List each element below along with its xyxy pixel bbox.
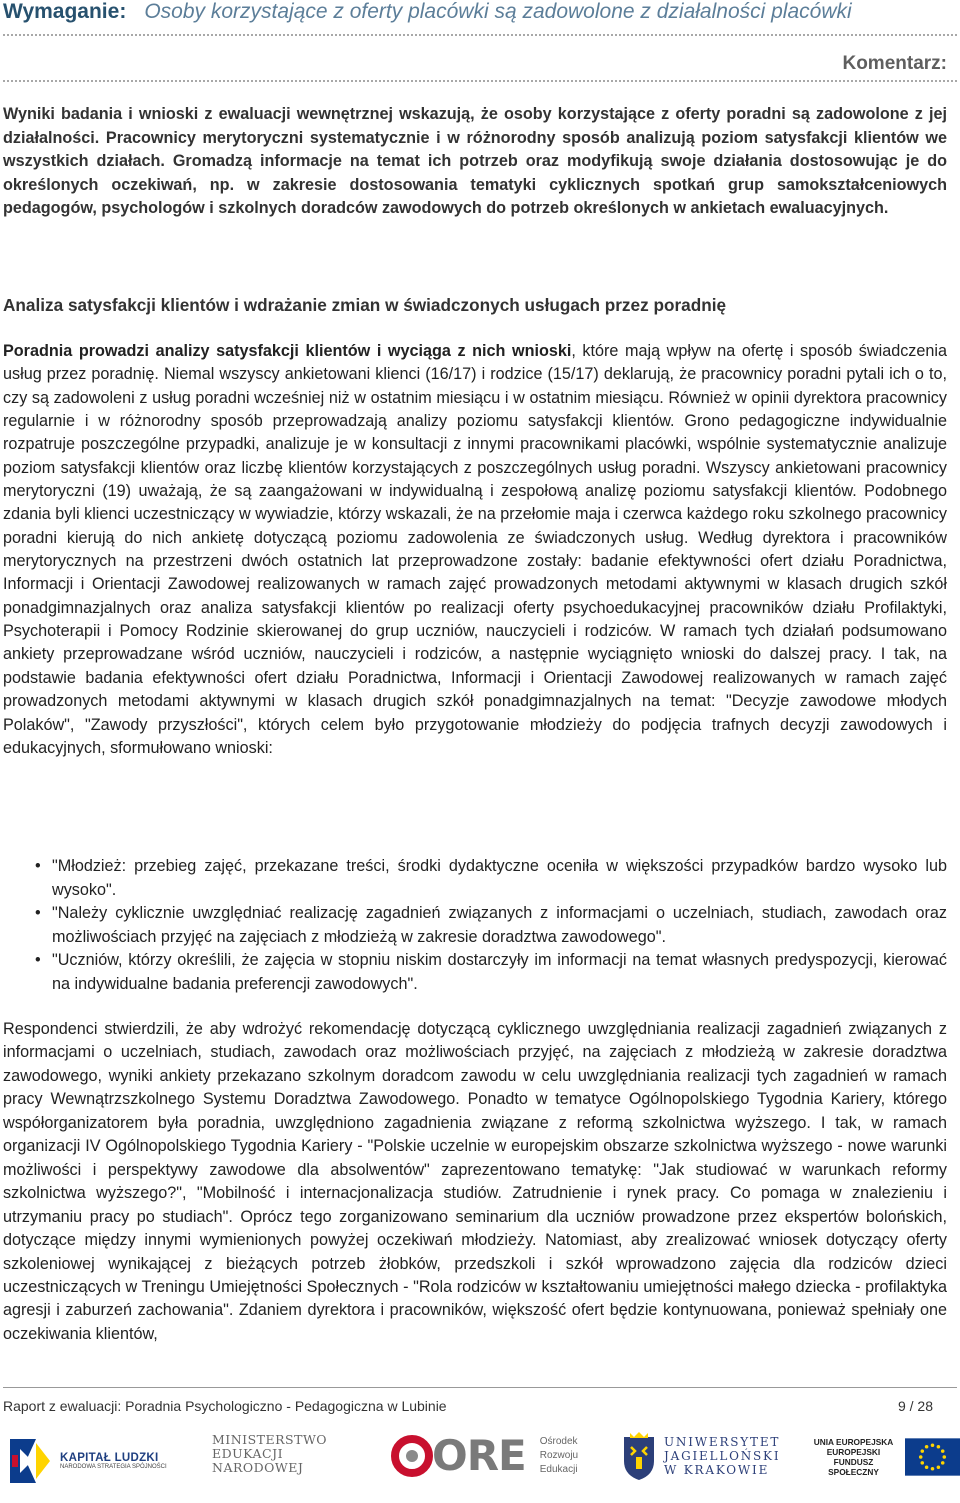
uj-line: UNIWERSYTET: [664, 1435, 781, 1449]
uj-line: JAGIELLOŃSKI: [664, 1449, 781, 1463]
list-item-text: "Należy cyklicznie uwzględniać realizację zagadnień związanych z informacjami o uczelniach, studiach, zawodach oraz możliwościach przyjęć na zajęciach z młodzieżą w zakresie doradztwa zawodowego".: [52, 904, 947, 946]
uj-line: W KRAKOWIE: [664, 1463, 770, 1477]
bullet-icon: •: [35, 904, 41, 922]
summary-paragraph: [3, 103, 947, 221]
footer-divider: [3, 1387, 957, 1388]
ministerstwo-line: NARODOWEJ: [212, 1460, 304, 1475]
uj-crest-icon: [622, 1431, 656, 1481]
bullet-icon: •: [35, 951, 41, 969]
ministerstwo-logo: [212, 1433, 327, 1475]
kapital-ludzki-subtitle: NARODOWA STRATEGIA SPÓJNOŚCI: [60, 1464, 167, 1470]
list-item: [35, 949, 947, 996]
respondents-paragraph: Respondenci stwierdzili, że aby wdrożyć rekomendację dotyczącą cyklicznego uwzględniania realizacji zagadnień związanych z informacjami o uczelniach, studiach, zawodach oraz możliwościach przyjęć, na zajęciach z młodzieżą w zakresie doradztwa zawodowego, wyniki ankiety przekazano szkolnym doradcom zawodu w celu uwzględniania realizacji tych zagadnień w ramach pracy Wewnątrzszkolnego Systemu Doradztwa Zawodowego. Ponadto w tematyce Ogólnopolskiego Tygodnia Kariery, którego współorganizatorem była poradnia, uwzględniono zagadnienia związane z reformą szkolnictwa wyższego. I tak, w ramach organizacji IV Ogólnopolskiego Tygodnia Kariery - "Polskie uczelnie w europejskim obszarze szkolnictwa wyższego - nowe warunki możliwości i perspektywy zawodowe dla absolwentów" zaprezentowano tematykę: "Jak studiować w warunkach reformy szkolnictwa wyższego?", "Mobilność i internacjonalizacja studiów. Zatrudnienie i rynek pracy. Co pomaga w znalezieniu i utrzymaniu pracy po studiach". Oprócz tego zorganizowano seminarium dla uczniów prowadzone przez ekspertów bolońskich, dotyczące między innymi wymienionych powyżej oczekiwań młodzieży. Natomiast, aby zrealizować wniosek dotyczący oferty szkoleniowej wynikającej z bieżących potrzeb żłobków, przedszkoli i szkół wprowadzono zajęcia dla rodziców dzieci uczestniczących w Treningu Umiejętności Społecznych - "Rola rodziców w kształtowaniu umiejętności małego dziecka - profilaktyka agresji i zaburzeń zachowania". Zdaniem dyrektora i pracowników, większość ofert będzie kontynuowana, ponieważ spełniały one oczekiwania klientów,: [3, 1020, 947, 1343]
ore-ring-icon: [390, 1434, 434, 1478]
ore-line: Ośrodek: [539, 1435, 578, 1447]
ore-mark: ORE: [432, 1431, 526, 1480]
ue-line: EUROPEJSKI: [826, 1447, 881, 1457]
section-body-text: , które mają wpływ na ofertę i sposób świadczenia usług przez poradnię. Niemal wszyscy ankietowani klienci (16/17) i rodzice (15/17) deklarują, że pracownicy poradni pytali ich o to, czy są zadowoleni z usług poradni wcześniej niż w ostatnim miesiącu i w ostatnim miesiącu. Również w opinii dyrektora pracownicy regularnie i w różnorodny sposób przeprowadzają analizy poziomu satysfakcji klientów. Grono pedagogiczne indywidualnie rozpatruje poszczególne przypadki, analizuje je w konsultacji z innymi pracownikami placówki, wspólnie systematycznie analizuje poziom satysfakcji klientów oraz liczbę klientów korzystających z poszczególnych usług poradni. Wszyscy ankietowani pracownicy merytoryczni (19) uważają, że są zaangażowani w indywidualną i zespołową analizę poziomu satysfakcji klientów. Podobnego zdania byli klienci uczestniczący w wywiadzie, którzy wskazali, że na przełomie maja i czerwca każdego roku szkolnego pracownicy poradni kierują do nich ankietę dotyczącą poziomu zadowolenia ze świadczonych usług. Według dyrektora i pracowników merytorycznych na przestrzeni dwóch ostatnich lat przeprowadzone zostały: badanie efektywności ofert działu Poradnictwa, Informacji i Orientacji Zawodowej realizowanych w ramach zajęć prowadzonych metodami aktywnymi w klasach drugich szkół ponadgimnazjalnych oraz analiza satysfakcji klientów po realizacji oferty psychoedukacyjnej pracowników działu Profilaktyki, Psychoterapii i Pomocy Rodzinie skierowanej do grup uczniów, nauczycieli i rodziców. W ramach tych działań podsumowano ankiety przeprowadzane wśród uczniów, nauczycieli i rodziców, a następnie wyciągnięto wnioski do dalszej pracy. I tak, na podstawie badania efektywności ofert działu Poradnictwa, Informacji i Orientacji Zawodowej realizowanych w ramach zajęć prowadzonych metodami aktywnymi w klasach drugich szkół ponadgimnazjalnych na temat: "Decyzje zawodowe młodych Polaków", "Zawody przyszłości", których celem było przygotowanie młodzieży do podjęcia trafnych decyzji zawodowych i edukacyjnych, sformułowano wnioski:: [3, 342, 947, 757]
ministerstwo-line: EDUKACJI: [212, 1446, 284, 1461]
list-item-text: "Uczniów, którzy określili, że zajęcia w stopniu niskim dostarczyły im informacji na temat własnych predyspozycji, kierować na indywidualne badania preferencji zawodowych".: [52, 951, 947, 993]
section-body: [3, 340, 947, 760]
summary-sentence: Wyniki badania i wnioski z ewaluacji wewnętrznej wskazują, że osoby korzystające z oferty poradni są zadowolone z jej działalności.: [3, 105, 947, 147]
section-lead: Poradnia prowadzi analizy satysfakcji klientów i wyciąga z nich wnioski: [3, 342, 572, 360]
ue-line: UNIA EUROPEJSKA: [813, 1437, 894, 1447]
ministerstwo-line: MINISTERSTWO: [212, 1432, 328, 1447]
list-item: [35, 855, 947, 902]
requirement-header: [3, 0, 957, 82]
ore-line: Edukacji: [539, 1463, 578, 1475]
eu-logo: [808, 1437, 960, 1477]
page-footer: [3, 1387, 957, 1414]
summary-sentence: Gromadzą informacje na temat ich potrzeb oraz modyfikują swoje działania dostosowując je do określonych oczekiwań, np. w zakresie dostosowania tematyki cyklicznych spotkań grup samokształceniowych pedagogów, psychologów i szkolnych doradców zawodowych do potrzeb określonych w ankietach ewaluacyjnych.: [3, 152, 947, 217]
ore-logo: [390, 1431, 578, 1480]
comment-divider: [3, 80, 957, 82]
eu-flag-icon: [905, 1438, 960, 1476]
section-title: Analiza satysfakcji klientów i wdrażanie zmian w świadczonych usługach przez poradnię: [3, 295, 727, 315]
conclusions-list: [35, 855, 947, 996]
comment-label: Komentarz:: [842, 53, 947, 74]
summary-sentence: Pracownicy merytoryczni systematycznie i w różnorodny sposób analizują poziom satysfakcji klientów we wszystkich działach.: [3, 128, 947, 170]
kapital-ludzki-title: KAPITAŁ LUDZKI: [60, 1452, 159, 1464]
kapital-ludzki-icon: [6, 1433, 54, 1489]
bullet-icon: •: [35, 857, 41, 875]
requirement-label: Wymaganie:: [3, 0, 127, 23]
list-item-text: "Młodzież: przebieg zajęć, przekazane treści, środki dydaktyczne oceniła w większości przypadków bardzo wysoko lub wysoko".: [52, 857, 947, 899]
uj-logo: [622, 1431, 780, 1481]
ue-line: FUNDUSZ SPOŁECZNY: [828, 1457, 879, 1477]
page-number: 9 / 28: [897, 1398, 933, 1414]
header-divider: [3, 34, 957, 36]
requirement-text: Osoby korzystające z oferty placówki są zadowolone z działalności placówki: [144, 0, 852, 23]
requirement-title: [3, 0, 957, 24]
list-item: [35, 902, 947, 949]
ore-line: Rozwoju: [539, 1449, 579, 1461]
sponsor-logos: [0, 1425, 960, 1503]
kapital-ludzki-logo: [6, 1433, 167, 1489]
report-title: Raport z ewaluacji: Poradnia Psychologiczno - Pedagogiczna w Lubinie: [3, 1398, 447, 1414]
